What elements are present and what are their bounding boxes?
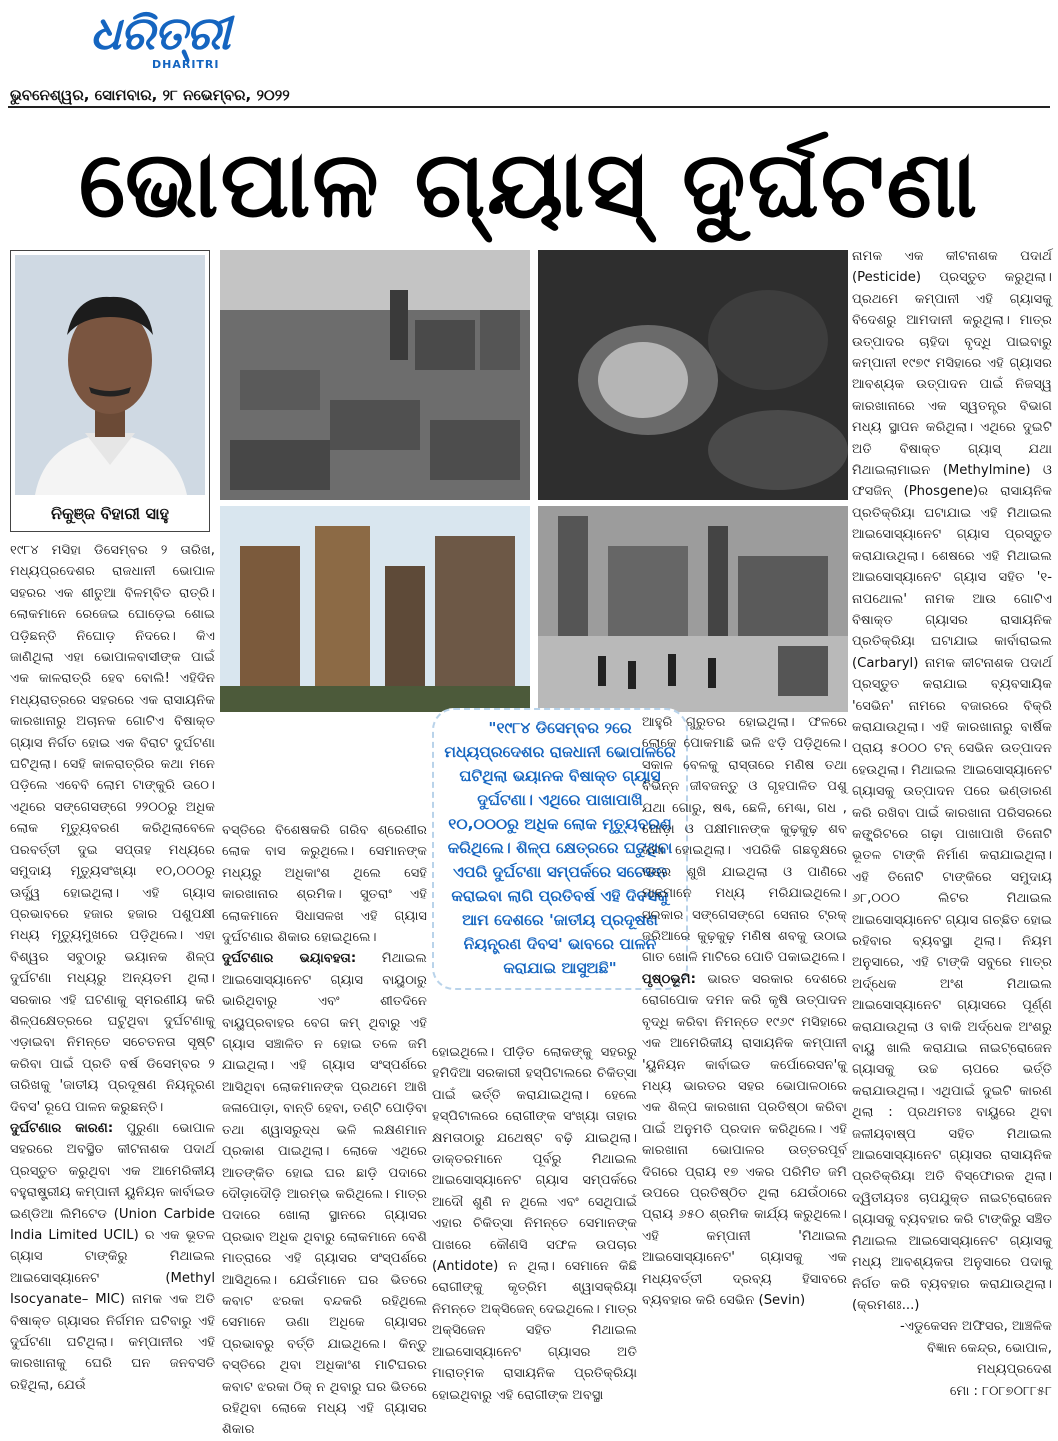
masthead-logo bbox=[90, 6, 280, 76]
logo-name: ଧରିତ୍ରୀ bbox=[90, 6, 230, 60]
paragraph-text: ମିଥାଇଲ ଆଇସୋସ୍ୟାନେଟ ଗ୍ୟାସ ବାୟୁଠାରୁ ଭାରିଥିବାରୁ ଏବଂ ଶୀତଦିନେ ବାୟୁପ୍ରବାହର ବେଗ କମ୍ ଥିବାରୁ ଏହି ଗ୍ୟାସ ସଞ୍ଚାଳିତ ନ ହୋଇ ତଳେ ଜମି ଯାଇଥିଲା। ଏହି ଗ୍ୟାସ ସଂସ୍ପର୍ଶରେ ଆସିଥିବା ଲୋକମାନଙ୍କ ପ୍ରଥମେ ଆଖି ଜଳାପୋଡ଼ା, ବାନ୍ତି ହେବା, ତଣ୍ଟି ପୋଡ଼ିବା ତଥା ଶ୍ୱାସରୁଦ୍ଧ ଭଳି ଲକ୍ଷଣମାନ ପ୍ରକାଶ ପାଇଥିଲା। ଲୋକେ ଏଥିରେ ଆତଙ୍କିତ ହୋଇ ଘର ଛାଡ଼ି ପଦାରେ ଦୌଡ଼ାଦୌଡ଼ି ଆରମ୍ଭ କରିଥିଲେ। ମାତ୍ର ପଦାରେ ଖୋଲା ସ୍ଥାନରେ ଗ୍ୟାସର ପ୍ରଭାବ ଅଧିକ ଥିବାରୁ ଲୋକମାନେ ବେଶି ମାତ୍ରାରେ ଏହି ଗ୍ୟାସର ସଂସ୍ପର୍ଶରେ ଆସିଥିଲେ। ଯେଉଁମାନେ ଘର ଭିତରେ କବାଟ ଝରକା ବନ୍ଦକରି ରହିଥିଲେ ସେମାନେ ଊଣା ଅଧିକେ ଗ୍ୟାସର ପ୍ରଭାବରୁ ବର୍ତ୍ତି ଯାଇଥିଲେ। କିନ୍ତୁ ବସ୍ତିରେ ଥିବା ଅଧିକାଂଶ ମାଟିଘରର କବାଟ ଝରକା ଠିକ୍ ନ ଥିବାରୁ ଘର ଭିତରେ ରହିଥିବା ଲୋକେ ମଧ୍ୟ ଏହି ଗ୍ୟାସର ଶିକାର bbox=[222, 951, 428, 1438]
subheading: ଦୁର୍ଘଟଣାର ଭୟାବହତା: bbox=[222, 951, 357, 967]
paragraph bbox=[10, 1118, 215, 1396]
subheading: ପୃଷ୍ଠଭୂମି: bbox=[642, 971, 696, 987]
author-photo bbox=[15, 255, 205, 495]
subheading: ଦୁର୍ଘଟଣାର କାରଣ: bbox=[10, 1120, 114, 1136]
photo-collage bbox=[220, 250, 848, 712]
dateline: ଭୁବନେଶ୍ୱର, ସୋମବାର, ୨୮ ନଭେମ୍ବର, ୨୦୨୨ bbox=[10, 86, 290, 104]
protest-photo bbox=[538, 506, 848, 712]
logo-latin: DHARITRI bbox=[152, 58, 220, 71]
paragraph: ନାମକ ଏକ କୀଟନାଶକ ପଦାର୍ଥ (Pesticide) ପ୍ରସ୍ତୁତ କରୁଥିଲା। ପ୍ରଥମେ କମ୍ପାନୀ ଏହି ଗ୍ୟାସକୁ ବିଦେଶରୁ ଆମଦାନୀ କରୁଥିଲା। ମାତ୍ର ଉତ୍ପାଦର ଚାହିଦା ବୃଦ୍ଧି ପାଇବାରୁ କମ୍ପାନୀ ୧୯୭୯ ମସିହାରେ ଏହି ଗ୍ୟାସର ଆବଶ୍ୟକ ଉତ୍ପାଦନ ପାଇଁ ନିଜସ୍ୱ କାରଖାନାରେ ଏକ ସ୍ୱତନ୍ତ୍ର ବିଭାଗ ମଧ୍ୟ ସ୍ଥାପନ କରିଥିଲା। ଏଥିରେ ଦୁଇଟି ଅତି ବିଷାକ୍ତ ଗ୍ୟାସ୍ ଯଥା ମିଥାଇଲାମାଇନ (Methylmine) ଓ ଫସଜିନ୍ (Phosgene)ର ରାସାୟନିକ ପ୍ରତିକ୍ରିୟା ଘଟାଯାଇ ଏହି ମିଥାଇଲ ଆଇସୋସ୍ୟାନେଟ ଗ୍ୟାସ ପ୍ରସ୍ତୁତ କରାଯାଉଥିଲା। ଶେଷରେ ଏହି ମିଥାଇଲ ଆଇସୋସ୍ୟାନେଟ ଗ୍ୟାସ ସହିତ '୧-ନାପଥୋଲ' ନାମକ ଆଉ ଗୋଟିଏ ବିଷାକ୍ତ ଗ୍ୟାସର ରାସାୟନିକ ପ୍ରତିକ୍ରିୟା ଘଟାଯାଇ କାର୍ବାରାଇଲ (Carbaryl) ନାମକ କୀଟନାଶକ ପଦାର୍ଥ ପ୍ରସ୍ତୁତ କରାଯାଇ ବ୍ୟବସାୟିକ 'ସେଭିନ' ନାମରେ ବଜାରରେ ବିକ୍ରି କରାଯାଉଥିଲା। ଏହି କାରଖାନାରୁ ବାର୍ଷିକ ପ୍ରାୟ ୫୦୦୦ ଟନ୍ ସେଭିନ ଉତ୍ପାଦନ ହେଉଥିଲା। ମିଥାଇଲ ଆଇସୋସ୍ୟାନେଟ ଗ୍ୟାସକୁ ଉତ୍ପାଦନ ପରେ ଭଣ୍ଡାରଣ କରି ରଖିବା ପାଇଁ କାରଖାନା ପରିସରରେ କଙ୍କ୍ରିଟରେ ଗଢ଼ା ପାଖାପାଖି ତିନୋଟି ଭୂତଳ ଟାଙ୍କି ନିର୍ମାଣ କରାଯାଇଥିଲା। ଏହି ତିନୋଟି ଟାଙ୍କିରେ ସମୁଦାୟ ୬୮,୦୦୦ ଲିଟର ମିଥାଇଲ ଆଇସୋସ୍ୟାନେଟ ଗ୍ୟାସ ଗଚ୍ଛିତ ହୋଇ ରହିବାର ବ୍ୟବସ୍ଥା ଥିଲା। ନିୟମ ଅନୁସାରେ, ଏହି ଟାଙ୍କି ସବୁରେ ମାତ୍ର ଅର୍ଦ୍ଧେକ ଅଂଶ ମିଥାଇଲ ଆଇସୋସ୍ୟାନେଟ ଗ୍ୟାସରେ ପୂର୍ଣ୍ଣ କରାଯାଉଥିଲା ଓ ବାକି ଅର୍ଦ୍ଧେକ ଅଂଶରୁ ବାୟୁ ଖାଲି କରାଯାଇ ନାଇଟ୍ରୋଜେନ ଗ୍ୟାସକୁ ଉଚ୍ଚ ଚାପରେ ଭର୍ତ୍ତି କରାଯାଉଥିଲା। ଏଥିପାଇଁ ଦୁଇଟି କାରଣ ଥିଲା : ପ୍ରଥମତଃ ବାୟୁରେ ଥିବା ଜଳୀୟବାଷ୍ପ ସହିତ ମିଥାଇଲ ଆଇସୋସ୍ୟାନେଟ ଗ୍ୟାସର ରାସାୟନିକ ପ୍ରତିକ୍ରିୟା ଅତି ବିସ୍ଫୋରକ ଥିଲା। ଦ୍ୱିତୀୟତଃ ଚାପଯୁକ୍ତ ନାଇଟ୍ରୋଜେନ ଗ୍ୟାସକୁ ବ୍ୟବହାର କରି ଟାଙ୍କିରୁ ସଞ୍ଚିତ ମିଥାଇଲ ଆଇସୋସ୍ୟାନେଟ ଗ୍ୟାସକୁ ମଧ୍ୟ ଆବଶ୍ୟକତା ଅନୁସାରେ ପଦାକୁ ନିର୍ଗତ କରି ବ୍ୟବହାର କରାଯାଉଥିଲା। (କ୍ରମଶଃ...) bbox=[852, 249, 1052, 1313]
article-column-5 bbox=[852, 246, 1052, 1399]
article-column-4 bbox=[642, 712, 847, 1352]
article-column-3 bbox=[432, 1042, 637, 1403]
author-phone: ମୋ : ୮୦୮୭୦୮୮୫୮ bbox=[949, 1383, 1052, 1399]
paragraph: ହୋଇଥିଲେ। ପୀଡ଼ିତ ଲୋକଙ୍କୁ ସହରରୁ ହମିଦିଆ ସରକାରୀ ହସ୍ପିଟାଲରେ ଚିକିତ୍ସା ପାଇଁ ଭର୍ତ୍ତି କରାଯାଇଥିଲା। ହେଲେ ହସ୍ପିଟାଲରେ ରୋଗୀଙ୍କ ସଂଖ୍ୟା ତାହାର କ୍ଷମତାଠାରୁ ଯଥେଷ୍ଟ ବଢ଼ି ଯାଇଥିଲା। ଡାକ୍ତରମାନେ ପୂର୍ବରୁ ମିଥାଇଲ ଆଇସୋସ୍ୟାନେଟ ଗ୍ୟାସ ସମ୍ପର୍କରେ ଆଦୌ ଶୁଣି ନ ଥିଲେ ଏବଂ ସେଥିପାଇଁ ଏହାର ଚିକିତ୍ସା ନିମନ୍ତେ ସେମାନଙ୍କ ପାଖରେ କୌଣସି ସଫଳ ଉପଚାର (Antidote) ନ ଥିଲା। ସେମାନେ କିଛି ରୋଗୀଙ୍କୁ କୃତ୍ରିମ ଶ୍ୱାସକ୍ରିୟା ନିମନ୍ତେ ଅକ୍ସିଜେନ୍ ଦେଇଥିଲେ। ମାତ୍ର ଅକ୍ସିଜେନ ସହିତ ମିଥାଇଲ ଆଇସୋସ୍ୟାନେଟ ଗ୍ୟାସର ଅତି ମାରାତ୍ମକ ରାସାୟନିକ ପ୍ରତିକ୍ରିୟା ହୋଇଥିବାରୁ ଏହି ରୋଗୀଙ୍କ ଅବସ୍ଥା bbox=[432, 1045, 637, 1403]
author-credit: -ଏଡୁକେସନ ଅଫିସର, ଆଞ୍ଚଳିକ bbox=[899, 1319, 1052, 1335]
divider bbox=[8, 106, 1050, 108]
paragraph bbox=[642, 969, 847, 1312]
paragraph bbox=[222, 948, 427, 1440]
author-box bbox=[10, 250, 210, 532]
paragraph: ଆହୁରି ଗୁରୁତର ହୋଇଥିଲା। ଫଳରେ ଲୋକେ ପୋକମାଛି ଭଳି ଝଡ଼ି ପଡ଼ିଥିଲେ। ସକାଳ ବେଳକୁ ରାସ୍ତାରେ ମଣିଷ ତଥା ବିଭିନ୍ନ ଜୀବଜନ୍ତୁ ଓ ଗୃହପାଳିତ ପଶୁ ଯଥା ଗୋରୁ, ଷଣ୍ଢ, ଛେଳି, ମେଣ୍ଢା, ଗଧ , ଘୋଡ଼ା ଓ ପକ୍ଷୀମାନଙ୍କ କୁଢ଼କୁଢ଼ ଶବ ଜମା ହୋଇଥିଲା। ଏପରିକି ଗଛବୃକ୍ଷରେ ପତ୍ର ଶୁଖି ଯାଇଥିଲା ଓ ପାଣିରେ ମାଛମାନେ ମଧ୍ୟ ମରିଯାଇଥିଲେ। ସରକାର ସଙ୍ଗେସଙ୍ଗେ ସେନାର ଟ୍ରକ୍ ଜରିଆରେ କୁଢ଼କୁଢ଼ ମଣିଷ ଶବକୁ ଉଠାଇ ଗାତ ଖୋଳି ମାଟିରେ ପୋତି ପକାଇଥିଲେ। bbox=[642, 715, 847, 966]
victim-photo bbox=[538, 250, 848, 500]
factory-aerial-photo bbox=[220, 250, 530, 500]
paragraph: ବସ୍ତିରେ ବିଶେଷକରି ଗରିବ ଶ୍ରେଣୀର ଲୋକ ବାସ କରୁଥିଲେ। ସେମାନଙ୍କ ମଧ୍ୟରୁ ଅଧିକାଂଶ ଥିଲେ ସେହି କାରଖାନାର ଶ୍ରମିକ। ସୁତରାଂ ଏହି ଲୋକମାନେ ସିଧାସଳଖ ଏହି ଗ୍ୟାସ ଦୁର୍ଘଟଣାର ଶିକାର ହୋଇଥିଲେ। bbox=[222, 823, 427, 946]
rusted-tanks-photo bbox=[220, 506, 530, 712]
paragraph: ୧୯୮୪ ମସିହା ଡିସେମ୍ବର ୨ ତାରିଖ, ମଧ୍ୟପ୍ରଦେଶର ରାଜଧାନୀ ଭୋପାଳ ସହରର ଏକ ଶୀତୁଆ ବିଳମ୍ବିତ ରାତ୍ରି। ଲୋକମାନେ ରେଜେଇ ଘୋଡ଼େଇ ଶୋଇ ପଡ଼ିଛନ୍ତି ନିଘୋଡ଼ ନିଦରେ। କିଏ ଜାଣିଥିଲା ଏହା ଭୋପାଳବାସୀଙ୍କ ପାଇଁ ଏକ କାଳରାତ୍ରି ହେବ ବୋଲି! ଏହିଦିନ ମଧ୍ୟରାତ୍ରରେ ସହରରେ ଏକ ରାସାୟନିକ କାରଖାନାରୁ ଅଚାନକ ଗୋଟିଏ ବିଷାକ୍ତ ଗ୍ୟାସ ନିର୍ଗତ ହୋଇ ଏକ ବିରାଟ ଦୁର୍ଘଟଣା ଘଟିଥିଲା। ସେହି କାଳରାତ୍ରିର କଥା ମନେ ପଡ଼ିଲେ ଏବେବି ଲୋମ ଟାଙ୍କୁରି ଉଠେ। ଏଥିରେ ସଙ୍ଗେସଙ୍ଗେ ୨୨୦୦ରୁ ଅଧିକ ଲୋକ ମୃତ୍ୟୁବରଣ କରିଥିଲାବେଳେ ପରବର୍ତ୍ତୀ ଦୁଇ ସପ୍ତାହ ମଧ୍ୟରେ ସମୁଦାୟ ମୃତ୍ୟୁସଂଖ୍ୟା ୧୦,୦୦୦ରୁ ଊର୍ଦ୍ଧ୍ୱ ହୋଇଥିଲା। ଏହି ଗ୍ୟାସ ପ୍ରଭାବରେ ହଜାର ହଜାର ପଶୁପକ୍ଷୀ ମଧ୍ୟ ମୃତ୍ୟୁମୁଖରେ ପଡ଼ିଥିଲେ। ଏହା ବିଶ୍ୱର ସବୁଠାରୁ ଭୟାନକ ଶିଳ୍ପ ଦୁର୍ଘଟଣା ମଧ୍ୟରୁ ଅନ୍ୟତମ ଥିଲା। ସରକାର ଏହି ଘଟଣାକୁ ସ୍ମରଣୀୟ କରି ଶିଳ୍ପକ୍ଷେତ୍ରରେ ଘଟୁଥିବା ଦୁର୍ଘଟଣାକୁ ଏଡ଼ାଇବା ନିମନ୍ତେ ସଚେତନତା ସୃଷ୍ଟି କରିବା ପାଇଁ ପ୍ରତି ବର୍ଷ ଡିସେମ୍ବର ୨ ତାରିଖକୁ 'ଜାତୀୟ ପ୍ରଦୂଷଣ ନିୟନ୍ତ୍ରଣ ଦିବସ' ରୂପେ ପାଳନ କରୁଛନ୍ତି। bbox=[10, 543, 215, 1115]
author-credit: ବିଜ୍ଞାନ କେନ୍ଦ୍ର, ଭୋପାଳ, ମଧ୍ୟପ୍ରଦେଶ bbox=[927, 1340, 1052, 1378]
pull-quote: "୧୯୮୪ ଡିସେମ୍ବର ୨ରେ ମଧ୍ୟପ୍ରଦେଶର ରାଜଧାନୀ ଭୋପାଳରେ ଘଟିଥିଲା ଭୟାନକ ବିଷାକ୍ତ ଗ୍ୟାସ ଦୁର୍ଘଟଣା। ଏଥିରେ ପାଖାପାଖି ୧୦,୦୦୦ରୁ ଅଧିକ ଲୋକ ମୃତ୍ୟୁବରଣ କରିଥିଲେ। ଶିଳ୍ପ କ୍ଷେତ୍ରରେ ଘଟୁଥିବା ଏପରି ଦୁର୍ଘଟଣା ସମ୍ପର୍କରେ ସଚେତନ କରାଇବା ଲାଗି ପ୍ରତିବର୍ଷ ଏହି ଦିବସକୁ ଆମ ଦେଶରେ 'ଜାତୀୟ ପ୍ରଦୂଷଣ ନିୟନ୍ତ୍ରଣ ଦିବସ' ଭାବରେ ପାଳନ କରାଯାଇ ଆସୁଅଛି" bbox=[444, 719, 676, 977]
paragraph-text: ପୁରୁଣା ଭୋପାଳ ସହରରେ ଅବସ୍ଥିତ କୀଟନାଶକ ପଦାର୍ଥ ପ୍ରସ୍ତୁତ କରୁଥିବା ଏକ ଆମେରିକୀୟ ବହୁରାଷ୍ଟ୍ରୀୟ କମ୍ପାନୀ ୟୁନିୟନ କାର୍ବାଇଡ ଇଣ୍ଡିଆ ଲିମିଟେଡ (Union Carbide India Limited UCIL) ର ଏକ ଭୂତଳ ଗ୍ୟାସ ଟାଙ୍କିରୁ ମିଥାଇଲ ଆଇସୋସ୍ୟାନେଟ (Methyl Isocyanate– MIC) ନାମକ ଏକ ଅତି ବିଷାକ୍ତ ଗ୍ୟାସର ନିର୍ଗମନ ଘଟିବାରୁ ଏହି ଦୁର୍ଘଟଣା ଘଟିଥିଲା। କମ୍ପାନୀର ଏହି କାରଖାନାକୁ ଘେରି ଘନ ଜନବସତି ରହିଥିଲା, ଯେଉଁ bbox=[10, 1120, 215, 1393]
page-title: ଭୋପାଳ ଗ୍ୟାସ୍ ଦୁର୍ଘଟଣା bbox=[78, 131, 980, 238]
article-column-1 bbox=[10, 540, 215, 1393]
author-name: ନିକୁଞ୍ଜ ବିହାରୀ ସାହୁ bbox=[51, 504, 169, 523]
paragraph-text: ଭାରତ ସରକାର ଦେଶରେ ରୋଗପୋକ ଦମନ କରି କୃଷି ଉତ୍ପାଦନ ବୃଦ୍ଧି କରିବା ନିମନ୍ତେ ୧୯୬୯ ମସିହାରେ ଏକ ଆମେରିକୀୟ ରାସାୟନିକ କମ୍ପାନୀ 'ୟୁନିୟନ କାର୍ବାଇଡ କର୍ପୋରେସନ'କୁ ମଧ୍ୟ ଭାରତର ସହର ଭୋପାଳଠାରେ ଏକ ଶିଳ୍ପ କାରଖାନା ପ୍ରତିଷ୍ଠା କରିବା ପାଇଁ ଅନୁମତି ପ୍ରଦାନ କରିଥିଲେ। ଏହି କାରଖାନା ଭୋପାଳର ଉତ୍ତରପୂର୍ବ ଦିଗରେ ପ୍ରାୟ ୧୭ ଏକର ପରିମିତ ଜମି ଉପରେ ପ୍ରତିଷ୍ଠିତ ଥିଲା ଯେଉଁଠାରେ ପ୍ରାୟ ୬୫୦ ଶ୍ରମିକ କାର୍ଯ୍ୟ କରୁଥିଲେ। ଏହି କମ୍ପାନୀ 'ମିଥାଇଲ ଆଇସୋସ୍ୟାନେଟ' ଗ୍ୟାସକୁ ଏକ ମଧ୍ୟବର୍ତ୍ତୀ ଦ୍ରବ୍ୟ ହିସାବରେ ବ୍ୟବହାର କରି ସେଭିନ (Sevin) bbox=[642, 971, 847, 1308]
article-column-2 bbox=[222, 820, 428, 1438]
